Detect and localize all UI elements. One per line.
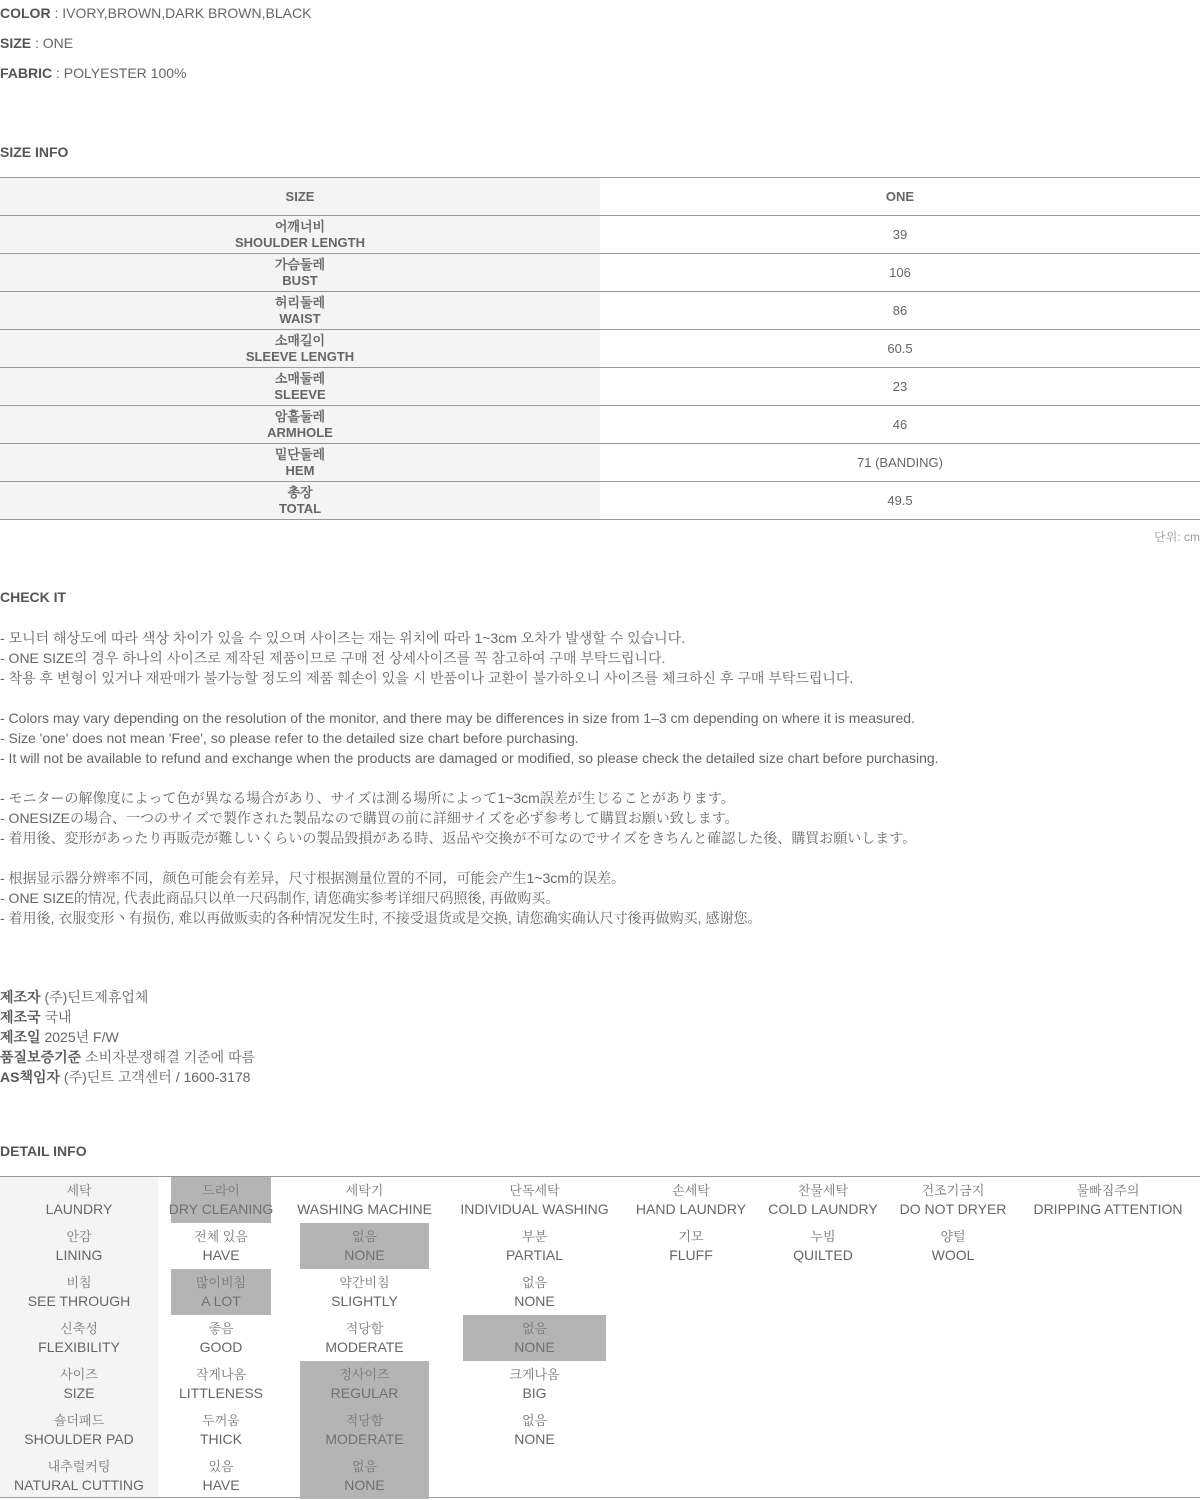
detail-option-ko: 많이비침 xyxy=(195,1275,247,1290)
size-row xyxy=(0,368,1200,406)
detail-option xyxy=(463,1361,606,1407)
size-label-en: ARMHOLE xyxy=(267,424,333,440)
detail-option-en: LITTLENESS xyxy=(178,1385,264,1401)
detail-option xyxy=(463,1223,606,1269)
spec-fabric xyxy=(0,65,186,81)
size-label-ko: 허리둘레 xyxy=(274,294,326,310)
check-line: - 착용 후 변형이 있거나 재판매가 불가능할 정도의 제품 훼손이 있을 시 반품이나 교환이 불가하오니 사이즈를 체크하신 후 구매 부탁드립니다. xyxy=(0,670,854,686)
detail-option xyxy=(168,1177,274,1223)
detail-label-ko: 안감 xyxy=(66,1229,92,1244)
detail-option xyxy=(1024,1177,1192,1223)
detail-option-en: MODERATE xyxy=(325,1339,404,1355)
maker-label: 제조일 xyxy=(0,1029,41,1045)
check-paragraph xyxy=(0,868,761,928)
detail-option-ko: 없음 xyxy=(521,1413,548,1428)
maker-line xyxy=(0,987,148,1007)
size-label-ko: 총장 xyxy=(287,484,313,500)
size-label-en: SLEEVE LENGTH xyxy=(245,348,355,364)
detail-label-ko: 내추럴커팅 xyxy=(47,1459,111,1474)
detail-option xyxy=(171,1453,271,1499)
detail-option-ko: 없음 xyxy=(351,1459,378,1474)
size-label-ko: 밑단둘레 xyxy=(274,446,326,462)
maker-label: 제조자 xyxy=(0,989,41,1005)
detail-option-en: DO NOT DRYER xyxy=(899,1201,1007,1217)
detail-row-label xyxy=(0,1315,158,1361)
detail-option-ko: 적당함 xyxy=(345,1321,384,1336)
size-table xyxy=(0,177,1200,520)
spec-value: : ONE xyxy=(31,35,74,51)
size-row-label xyxy=(0,216,600,253)
spec-size xyxy=(0,35,73,51)
detail-option-en: INDIVIDUAL WASHING xyxy=(460,1201,609,1217)
detail-option-ko: 손세탁 xyxy=(672,1183,710,1198)
size-label-ko: 암홀둘레 xyxy=(274,408,326,424)
size-label-ko: 어깨너비 xyxy=(274,218,326,234)
check-paragraph xyxy=(0,708,939,768)
detail-info-title: DETAIL INFO xyxy=(0,1143,87,1159)
detail-option-en: BIG xyxy=(522,1385,547,1401)
check-line: - 着用後, 衣服变形丶有损伤, 难以再做贩卖的各种情况发生时, 不接受退货或是交换, 请您确实确认尺寸後再做购买, 感谢您。 xyxy=(0,910,762,926)
detail-option xyxy=(300,1453,429,1499)
detail-option-en: NONE xyxy=(514,1339,555,1355)
size-row-label xyxy=(0,254,600,291)
size-row-value: 86 xyxy=(892,303,908,318)
size-row-value: 23 xyxy=(892,379,908,394)
check-line: - ONE SIZE的情况, 代表此商品只以单一尺码制作, 请您确实参考详细尺码照後, 再做购买。 xyxy=(0,890,560,906)
spec-value: : IVORY,BROWN,DARK BROWN,BLACK xyxy=(50,5,312,21)
check-paragraph xyxy=(0,788,916,848)
detail-option-en: WOOL xyxy=(931,1247,975,1263)
detail-option xyxy=(893,1177,1013,1223)
spec-color xyxy=(0,5,311,21)
check-line: - ONESIZEの場合、一つのサイズで製作された製品なので購買の前に詳細サイズを必ず参考して購買お願い致します。 xyxy=(0,810,739,826)
size-label-en: BUST xyxy=(282,272,318,288)
size-table-header xyxy=(0,178,1200,216)
size-row-label xyxy=(0,482,600,519)
size-row-value: 49.5 xyxy=(887,493,913,508)
detail-option-ko: 작게나옴 xyxy=(195,1367,247,1382)
detail-option-ko: 세탁기 xyxy=(345,1183,384,1198)
detail-option-en: NONE xyxy=(344,1477,385,1493)
detail-row-label xyxy=(0,1453,158,1499)
detail-option-ko: 물빠짐주의 xyxy=(1076,1183,1140,1198)
detail-option-ko: 없음 xyxy=(521,1275,548,1290)
size-row-label xyxy=(0,444,600,481)
detail-row-label xyxy=(0,1269,158,1315)
detail-option-en: GOOD xyxy=(199,1339,243,1355)
detail-option-en: HAVE xyxy=(202,1247,240,1263)
detail-option xyxy=(171,1315,271,1361)
detail-option-en: NONE xyxy=(514,1293,555,1309)
check-paragraph xyxy=(0,628,853,688)
size-label-ko: 가슴둘레 xyxy=(274,256,326,272)
detail-option-en: REGULAR xyxy=(330,1385,399,1401)
spec-label: SIZE xyxy=(0,35,32,51)
detail-label-ko: 세탁 xyxy=(66,1183,92,1198)
check-line: - 着用後、変形があったり再販売が難しいくらいの製品毀損がある時、返品や交換が不可なのでサイズをきちんと確認した後、購買お願いします。 xyxy=(0,830,917,846)
detail-option-ko: 정사이즈 xyxy=(339,1367,390,1382)
detail-label-en: LINING xyxy=(55,1247,103,1263)
detail-option-en: SLIGHTLY xyxy=(331,1293,398,1309)
size-row xyxy=(0,406,1200,444)
maker-value: (주)딘트제휴업체 xyxy=(40,989,149,1005)
size-label-en: SLEEVE xyxy=(274,386,326,402)
detail-option-ko: 약간비침 xyxy=(339,1275,390,1290)
size-row-label xyxy=(0,292,600,329)
detail-label-en: SHOULDER PAD xyxy=(24,1431,134,1447)
detail-option-ko: 좋음 xyxy=(208,1321,234,1336)
detail-row-label xyxy=(0,1407,158,1453)
detail-option-ko: 단독세탁 xyxy=(509,1183,560,1198)
unit-note: 단위: cm xyxy=(1154,530,1200,544)
check-line: - ONE SIZE의 경우 하나의 사이즈로 제작된 제품이므로 구매 전 상세사이즈를 꼭 참고하여 구매 부탁드립니다. xyxy=(0,650,666,666)
check-line: - It will not be available to refund and exchange when the products are damaged or modified, so please check the detailed size chart before purchasing. xyxy=(0,750,939,766)
maker-label: AS책임자 xyxy=(0,1069,61,1085)
detail-option xyxy=(629,1177,753,1223)
maker-label: 제조국 xyxy=(0,1009,41,1025)
spec-value: : POLYESTER 100% xyxy=(52,65,187,81)
detail-label-en: FLEXIBILITY xyxy=(38,1339,120,1355)
size-label-en: WAIST xyxy=(279,310,321,326)
detail-option-ko: 적당함 xyxy=(345,1413,384,1428)
detail-option-ko: 누빔 xyxy=(810,1229,836,1244)
size-row-label xyxy=(0,368,600,405)
size-label-en: TOTAL xyxy=(278,500,322,516)
maker-line xyxy=(0,1067,250,1087)
detail-option-en: DRY CLEANING xyxy=(168,1201,274,1217)
detail-option-ko: 양털 xyxy=(940,1229,966,1244)
detail-label-ko: 비침 xyxy=(66,1275,92,1290)
detail-option-ko: 기모 xyxy=(678,1229,704,1244)
detail-label-ko: 숄더패드 xyxy=(53,1413,105,1428)
size-row-value: 71 (BANDING) xyxy=(857,455,943,470)
detail-option-en: FLUFF xyxy=(669,1247,713,1263)
detail-option-en: THICK xyxy=(200,1431,242,1447)
size-row xyxy=(0,444,1200,482)
detail-option xyxy=(893,1223,1013,1269)
maker-line xyxy=(0,1047,255,1067)
detail-label-en: SEE THROUGH xyxy=(27,1293,131,1309)
size-row xyxy=(0,216,1200,254)
detail-option-en: QUILTED xyxy=(793,1247,853,1263)
detail-option-en: HAVE xyxy=(202,1477,240,1493)
size-row-value: 106 xyxy=(889,265,911,280)
detail-option-ko: 있음 xyxy=(208,1459,234,1474)
check-line: - Size 'one' does not mean 'Free', so please refer to the detailed size chart before purchasing. xyxy=(0,730,579,746)
detail-option-ko: 건조기금지 xyxy=(921,1183,985,1198)
detail-option xyxy=(300,1223,429,1269)
detail-option xyxy=(171,1223,271,1269)
check-line: - 모니터 해상도에 따라 색상 차이가 있을 수 있으며 사이즈는 재는 위치에 따라 1~3cm 오차가 발생할 수 있습니다. xyxy=(0,630,686,646)
detail-option xyxy=(766,1177,880,1223)
detail-option-en: COLD LAUNDRY xyxy=(768,1201,878,1217)
detail-option xyxy=(171,1361,271,1407)
detail-option xyxy=(463,1269,606,1315)
size-row xyxy=(0,482,1200,520)
size-label-en: HEM xyxy=(285,462,315,478)
check-line: - モニターの解像度によって色が異なる場合があり、サイズは測る場所によって1~3cm誤差が生じることがあります。 xyxy=(0,790,735,806)
size-label-ko: 소매길이 xyxy=(274,332,326,348)
size-row-label xyxy=(0,406,600,443)
detail-option-ko: 크게나옴 xyxy=(509,1367,560,1382)
detail-option-ko: 없음 xyxy=(351,1229,378,1244)
detail-option-en: MODERATE xyxy=(325,1431,404,1447)
size-row xyxy=(0,292,1200,330)
detail-option xyxy=(629,1223,753,1269)
detail-option-ko: 부분 xyxy=(521,1229,548,1244)
detail-option xyxy=(300,1407,429,1453)
detail-label-ko: 신축성 xyxy=(60,1321,98,1336)
detail-option-ko: 두꺼움 xyxy=(202,1413,240,1428)
detail-label-en: SIZE xyxy=(63,1385,95,1401)
check-line: - 根据显示器分辨率不同，颜色可能会有差异，尺寸根据测量位置的不同，可能会产生1~3cm的误差。 xyxy=(0,870,625,886)
size-label-en: SHOULDER LENGTH xyxy=(235,234,365,250)
detail-option-en: A LOT xyxy=(201,1293,241,1309)
detail-option-ko: 찬물세탁 xyxy=(797,1183,849,1198)
maker-value: 2025년 F/W xyxy=(40,1029,119,1045)
maker-line xyxy=(0,1007,72,1027)
detail-option xyxy=(300,1315,429,1361)
maker-line xyxy=(0,1027,119,1047)
detail-row-label xyxy=(0,1177,158,1223)
check-it-title: CHECK IT xyxy=(0,589,67,605)
spec-label: FABRIC xyxy=(0,65,53,81)
detail-table xyxy=(0,1176,1200,1498)
detail-option-ko: 전체 있음 xyxy=(194,1229,248,1244)
maker-label: 품질보증기준 xyxy=(0,1049,82,1065)
detail-option xyxy=(171,1269,271,1315)
size-header-label: SIZE xyxy=(0,178,600,215)
spec-label: COLOR xyxy=(0,5,51,21)
detail-option-en: PARTIAL xyxy=(505,1247,564,1263)
detail-option-ko: 드라이 xyxy=(202,1183,240,1198)
size-row xyxy=(0,330,1200,368)
detail-option xyxy=(297,1177,432,1223)
maker-value: 소비자분쟁해결 기준에 따름 xyxy=(81,1049,256,1065)
detail-option xyxy=(766,1223,880,1269)
detail-label-en: NATURAL CUTTING xyxy=(14,1477,144,1493)
detail-option xyxy=(300,1361,429,1407)
detail-row-label xyxy=(0,1223,158,1269)
detail-option xyxy=(463,1315,606,1361)
detail-option xyxy=(300,1269,429,1315)
size-row-value: 39 xyxy=(892,227,908,242)
size-info-title: SIZE INFO xyxy=(0,144,69,160)
detail-option-en: NONE xyxy=(344,1247,385,1263)
detail-option-en: NONE xyxy=(514,1431,555,1447)
size-row xyxy=(0,254,1200,292)
size-row-label xyxy=(0,330,600,367)
detail-option-en: HAND LAUNDRY xyxy=(635,1201,747,1217)
detail-option-en: WASHING MACHINE xyxy=(297,1201,432,1217)
maker-value: (주)딘트 고객센터 / 1600-3178 xyxy=(60,1069,251,1085)
detail-option-en: DRIPPING ATTENTION xyxy=(1033,1201,1183,1217)
size-row-value: 46 xyxy=(892,417,908,432)
detail-label-en: LAUNDRY xyxy=(45,1201,113,1217)
check-line: - Colors may vary depending on the resolution of the monitor, and there may be differences in size from 1–3 cm depending on where it is measured. xyxy=(0,710,915,726)
detail-option-ko: 없음 xyxy=(521,1321,548,1336)
maker-value: 국내 xyxy=(40,1009,72,1025)
detail-label-ko: 사이즈 xyxy=(60,1367,98,1382)
size-label-ko: 소매둘레 xyxy=(274,370,326,386)
detail-option xyxy=(460,1177,609,1223)
detail-option xyxy=(463,1407,606,1453)
size-header-value: ONE xyxy=(885,189,915,204)
size-row-value: 60.5 xyxy=(887,341,913,356)
detail-option xyxy=(171,1407,271,1453)
detail-row-label xyxy=(0,1361,158,1407)
